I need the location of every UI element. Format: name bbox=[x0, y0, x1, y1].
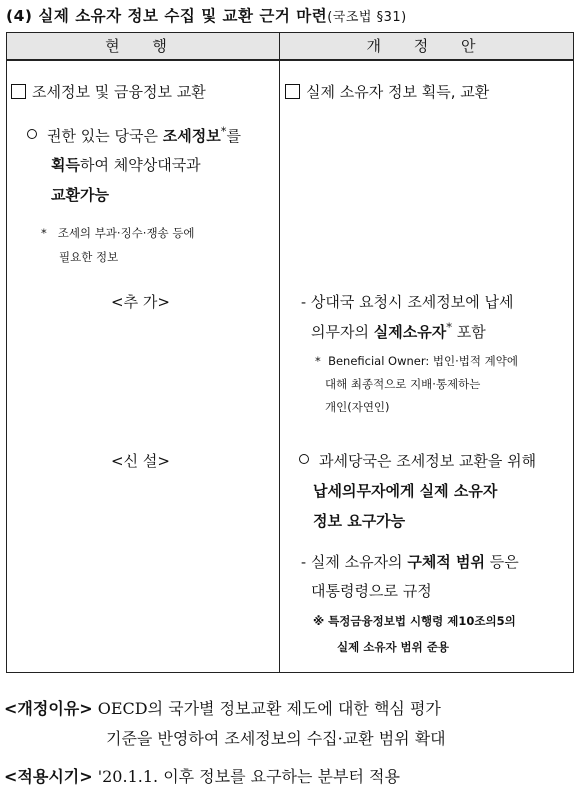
reason-label: <개정이유> bbox=[4, 699, 93, 718]
right-bo-line1: * Beneficial Owner: 법인·법적 계약에 bbox=[315, 354, 519, 368]
left-bullet-line1: 권한 있는 당국은 조세정보*를 bbox=[27, 124, 241, 146]
left-add-label: <추 가> bbox=[111, 293, 170, 311]
column-divider bbox=[279, 33, 280, 672]
right-ref-line2: 실제 소유자 범위 준용 bbox=[337, 640, 449, 654]
header-current: 현 행 bbox=[105, 37, 181, 55]
left-new-label: <신 설> bbox=[111, 452, 170, 470]
header-revised: 개 정 안 bbox=[366, 37, 490, 55]
apply-line bbox=[4, 764, 400, 787]
checkbox-icon bbox=[285, 84, 300, 99]
right-box-item: 실제 소유자 정보 획득, 교환 bbox=[285, 81, 489, 102]
right-dash1-line2: 의무자의 실제소유자* 포함 bbox=[311, 320, 486, 341]
right-dash2-line2: 대통령령으로 규정 bbox=[311, 582, 432, 600]
apply-label: <적용시기> bbox=[4, 767, 93, 786]
left-bullet-line2: 획득하여 체약상대국과 bbox=[51, 156, 201, 174]
right-bo-line2: 대해 최종적으로 지배·통제하는 bbox=[325, 377, 481, 391]
section-title bbox=[6, 4, 407, 26]
left-note-line1: * 조세의 부과·징수·쟁송 등에 bbox=[41, 226, 195, 240]
left-box-item: 조세정보 및 금융정보 교환 bbox=[11, 81, 206, 102]
left-bullet-line3: 교환가능 bbox=[51, 186, 109, 204]
law-reference: (국조법 §31) bbox=[327, 10, 407, 25]
right-bo-line3: 개인(자연인) bbox=[325, 400, 390, 414]
reason-line1 bbox=[4, 696, 441, 719]
right-circle-line1: 과세당국은 조세정보 교환을 위해 bbox=[299, 450, 536, 471]
reason-line2: 기준을 반영하여 조세정보의 수집·교환 범위 확대 bbox=[106, 729, 446, 748]
section-title-main: (4) 실제 소유자 정보 수집 및 교환 근거 마련 bbox=[6, 7, 328, 25]
checkbox-icon bbox=[11, 84, 26, 99]
left-note-line2: 필요한 정보 bbox=[59, 250, 119, 264]
circle-bullet-icon bbox=[27, 129, 37, 139]
header-divider bbox=[7, 60, 573, 61]
reason-text: OECD의 국가별 정보교환 제도에 대한 핵심 평가 bbox=[92, 699, 441, 718]
right-circle-line3: 정보 요구가능 bbox=[313, 512, 406, 530]
circle-bullet-icon bbox=[299, 454, 309, 464]
right-dash2-line1: - 실제 소유자의 구체적 범위 등은 bbox=[301, 553, 519, 571]
table-header bbox=[7, 33, 573, 60]
comparison-table bbox=[6, 32, 574, 673]
right-dash1-line1: - 상대국 요청시 조세정보에 납세 bbox=[301, 293, 514, 311]
right-ref-line1: ※ 특정금융정보법 시행령 제10조의5의 bbox=[313, 614, 516, 628]
right-circle-line2: 납세의무자에게 실제 소유자 bbox=[313, 482, 498, 500]
apply-text: '20.1.1. 이후 정보를 요구하는 분부터 적용 bbox=[92, 767, 400, 786]
